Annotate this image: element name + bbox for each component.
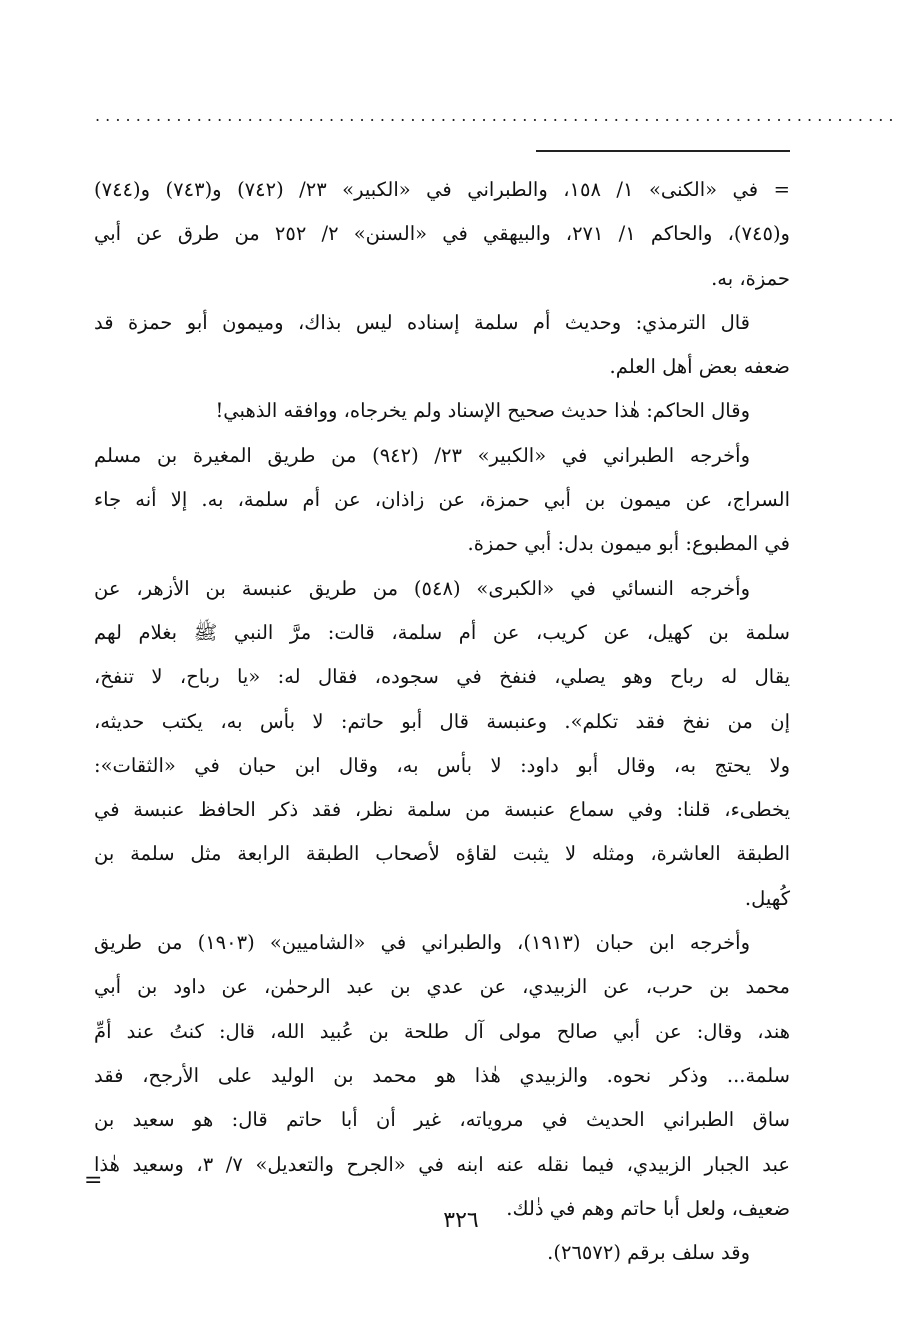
footnote-paragraph [94, 168, 790, 301]
text-line: محمد بن حرب، عن الزبيدي، عن عدي بن عبد الرحمٰن، عن داود بن أبي [94, 975, 790, 999]
text-line: = في «الكنى» ١/ ١٥٨، والطبراني في «الكبير» ٢٣/ (٧٤٢) و(٧٤٣) و(٧٤٤) [94, 178, 790, 201]
footnote-paragraph [94, 921, 790, 1231]
text-line: يقال له رباح وهو يصلي، فنفخ في سجوده، فقال له: «يا رباح، لا تنفخ، [94, 665, 790, 689]
text-line: كُهيل. [744, 886, 790, 910]
text-line: هند، وقال: عن أبي صالح مولى آل طلحة بن عُبيد الله، قال: كنتُ عند أمِّ [94, 1019, 790, 1043]
text-line: يخطىء، قلنا: وفي سماع عنبسة من سلمة نظر، فقد ذكر الحافظ عنبسة في [94, 798, 790, 822]
text-line: في المطبوع: أبو ميمون بدل: أبي حمزة. [467, 532, 790, 556]
continuation-mark: = [84, 1168, 103, 1193]
text-line: حمزة، به. [711, 266, 790, 290]
text-line: وقد سلف برقم (٢٦٥٧٢). [547, 1241, 750, 1265]
text-line: وأخرجه الطبراني في «الكبير» ٢٣/ (٩٤٢) من طريق المغيرة بن مسلم [94, 443, 750, 467]
text-line: ساق الطبراني الحديث في مروياته، غير أن أبا حاتم قال: هو سعيد بن [94, 1108, 790, 1132]
text-line: إن من نفخ فقد تكلم». وعنبسة قال أبو حاتم: لا بأس به، يكتب حديثه، [94, 709, 790, 733]
header-dot-row: . . . . . . . . . . . . . . . . . . . . . . . . . . . . . . . . . . . . . . . . . . . . . . . . . . . . . . . . . . . . . . . . . . . . . . . . . . . . . . . [95, 106, 894, 125]
footnote-paragraph [94, 567, 790, 921]
text-line: ضعفه بعض أهل العلم. [609, 355, 790, 379]
text-line: ولا يحتج به، وقال أبو داود: لا بأس به، وقال ابن حبان في «الثقات»: [94, 753, 790, 777]
text-line: وقال الحاكم: هٰذا حديث صحيح الإسناد ولم يخرجاه، ووافقه الذهبي! [215, 399, 750, 423]
footnote-paragraph [94, 301, 790, 390]
text-line: السراج، عن ميمون بن أبي حمزة، عن زاذان، عن أم سلمة، به. إلا أنه جاء [94, 488, 790, 512]
text-line: سلمة... وذكر نحوه. والزبيدي هٰذا هو محمد بن الوليد على الأرجح، فقد [94, 1063, 790, 1087]
text-line: قال الترمذي: وحديث أم سلمة إسناده ليس بذاك، وميمون أبو حمزة قد [94, 310, 750, 334]
footnote-paragraph [94, 434, 790, 567]
text-line: ضعيف، ولعل أبا حاتم وهم في ذٰلك. [506, 1196, 790, 1220]
text-line: الطبقة العاشرة، ومثله لا يثبت لقاؤه لأصحاب الطبقة الرابعة مثل سلمة بن [94, 842, 790, 866]
text-line: سلمة بن كهيل، عن كريب، عن أم سلمة، قالت: مرَّ النبي ﷺ بغلام لهم [94, 620, 790, 644]
footnote-separator-rule [536, 150, 790, 152]
footnote-paragraph [94, 1231, 790, 1275]
footnote-body [94, 168, 790, 1275]
footnote-paragraph [94, 389, 790, 433]
text-line: وأخرجه ابن حبان (١٩١٣)، والطبراني في «الشاميين» (١٩٠٣) من طريق [94, 931, 750, 955]
text-line: و(٧٤٥)، والحاكم ١/ ٢٧١، والبيهقي في «السنن» ٢/ ٢٥٢ من طرق عن أبي [94, 222, 790, 246]
page-number: ٣٢٦ [443, 1208, 479, 1233]
text-line: وأخرجه النسائي في «الكبرى» (٥٤٨) من طريق عنبسة بن الأزهر، عن [94, 576, 750, 600]
text-line: عبد الجبار الزبيدي، فيما نقله عنه ابنه في «الجرح والتعديل» ٧/ ٣، وسعيد هٰذا [94, 1152, 790, 1176]
